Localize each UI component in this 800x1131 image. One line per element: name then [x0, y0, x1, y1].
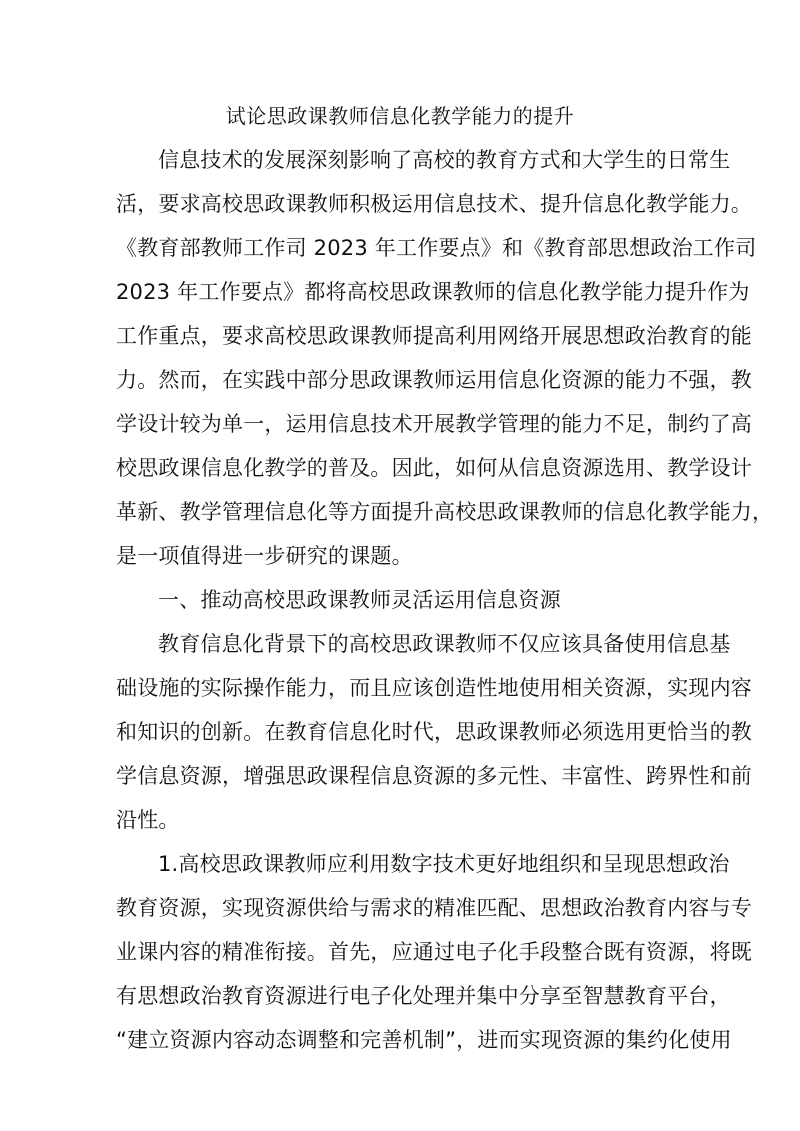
paragraph-line: 学信息资源，增强思政课程信息资源的多元性、丰富性、跨界性和前 — [116, 764, 752, 788]
section-heading: 一、推动高校思政课教师灵活运用信息资源 — [158, 588, 561, 612]
paragraph-line: 有思想政治教育资源进行电子化处理并集中分享至智慧教育平台， — [116, 984, 731, 1008]
document-title: 试论思政课教师信息化教学能力的提升 — [225, 104, 575, 128]
paragraph-line: 工作重点，要求高校思政课教师提高利用网络开展思想政治教育的能 — [116, 324, 752, 348]
paragraph-line: 学设计较为单一，运用信息技术开展教学管理的能力不足，制约了高 — [116, 412, 752, 436]
paragraph-line: 信息技术的发展深刻影响了高校的教育方式和大学生的日常生 — [158, 148, 731, 172]
paragraph-line: 业课内容的精准衔接。首先，应通过电子化手段整合既有资源，将既 — [116, 940, 752, 964]
paragraph-line: 教育信息化背景下的高校思政课教师不仅应该具备使用信息基 — [158, 632, 731, 656]
paragraph-line: 和知识的创新。在教育信息化时代，思政课教师必须选用更恰当的教 — [116, 720, 752, 744]
paragraph-line: 革新、教学管理信息化等方面提升高校思政课教师的信息化教学能力， — [116, 500, 774, 524]
paragraph-line: 教育资源，实现资源供给与需求的精准匹配、思想政治教育内容与专 — [116, 896, 752, 920]
paragraph-line: 校思政课信息化教学的普及。因此，如何从信息资源选用、教学设计 — [116, 456, 752, 480]
paragraph-line: 2023 年工作要点》都将高校思政课教师的信息化教学能力提升作为 — [116, 280, 750, 304]
paragraph-line: 沿性。 — [116, 808, 180, 832]
paragraph-line: 力。然而，在实践中部分思政课教师运用信息化资源的能力不强，教 — [116, 368, 752, 392]
paragraph-line: 《教育部教师工作司 2023 年工作要点》和《教育部思想政治工作司 — [116, 236, 757, 260]
paragraph-line: 1.高校思政课教师应利用数字技术更好地组织和呈现思想政治 — [158, 852, 730, 876]
paragraph-line: “建立资源内容动态调整和完善机制”，进而实现资源的集约化使用 — [116, 1028, 732, 1052]
paragraph-line: 是一项值得进一步研究的课题。 — [116, 544, 413, 568]
paragraph-line: 活，要求高校思政课教师积极运用信息技术、提升信息化教学能力。 — [116, 192, 752, 216]
paragraph-line: 础设施的实际操作能力，而且应该创造性地使用相关资源，实现内容 — [116, 676, 752, 700]
